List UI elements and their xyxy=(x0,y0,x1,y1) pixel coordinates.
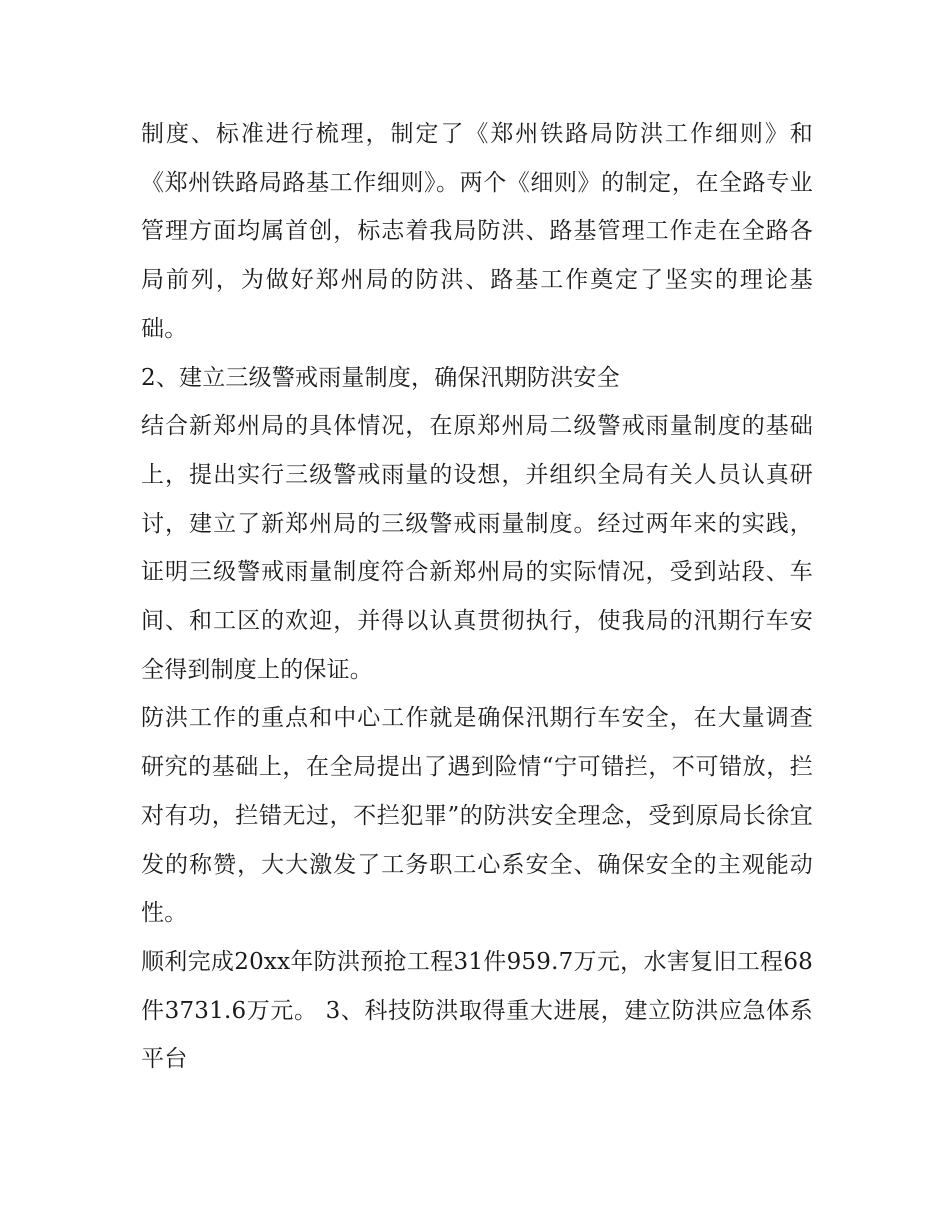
paragraph-regulations-summary: 制度、标准进行梳理，制定了《郑州铁路局防洪工作细则》和《郑州铁路局路基工作细则》。两个《细则》的制定，在全路专业管理方面均属首创，标志着我局防洪、路基管理工作走在全路各局前列，为做好郑州局的防洪、路基工作奠定了坚实的理论基础。 xyxy=(141,121,813,342)
paragraph-warning-rainfall-system: 结合新郑州局的具体情况，在原郑州局二级警戒雨量制度的基础上，提出实行三级警戒雨量的设想，并组织全局有关人员认真研讨，建立了新郑州局的三级警戒雨量制度。经过两年来的实践，证明三级警戒雨量制度符合新郑州局的实际情况，受到站段、车间、和工区的欢迎，并得以认真贯彻执行，使我局的汛期行车安全得到制度上的保证。 xyxy=(141,413,813,683)
paragraph-projects-completed: 顺利完成20xx年防洪预抢工程31件959.7万元，水害复旧工程68件3731.6万元。 3、科技防洪取得重大进展，建立防洪应急体系平台 xyxy=(141,948,813,1073)
paragraph-safety-concept: 防洪工作的重点和中心工作就是确保汛期行车安全，在大量调查研究的基础上，在全局提出了遇到险情“宁可错拦，不可错放，拦对有功，拦错无过，不拦犯罪”的防洪安全理念，受到原局长徐宜发的称赞，大大激发了工务职工心系安全、确保安全的主观能动性。 xyxy=(141,705,813,927)
section-heading-warning-rainfall: 2、建立三级警戒雨量制度，确保汛期防洪安全 xyxy=(141,364,620,391)
document-body xyxy=(141,110,813,1084)
